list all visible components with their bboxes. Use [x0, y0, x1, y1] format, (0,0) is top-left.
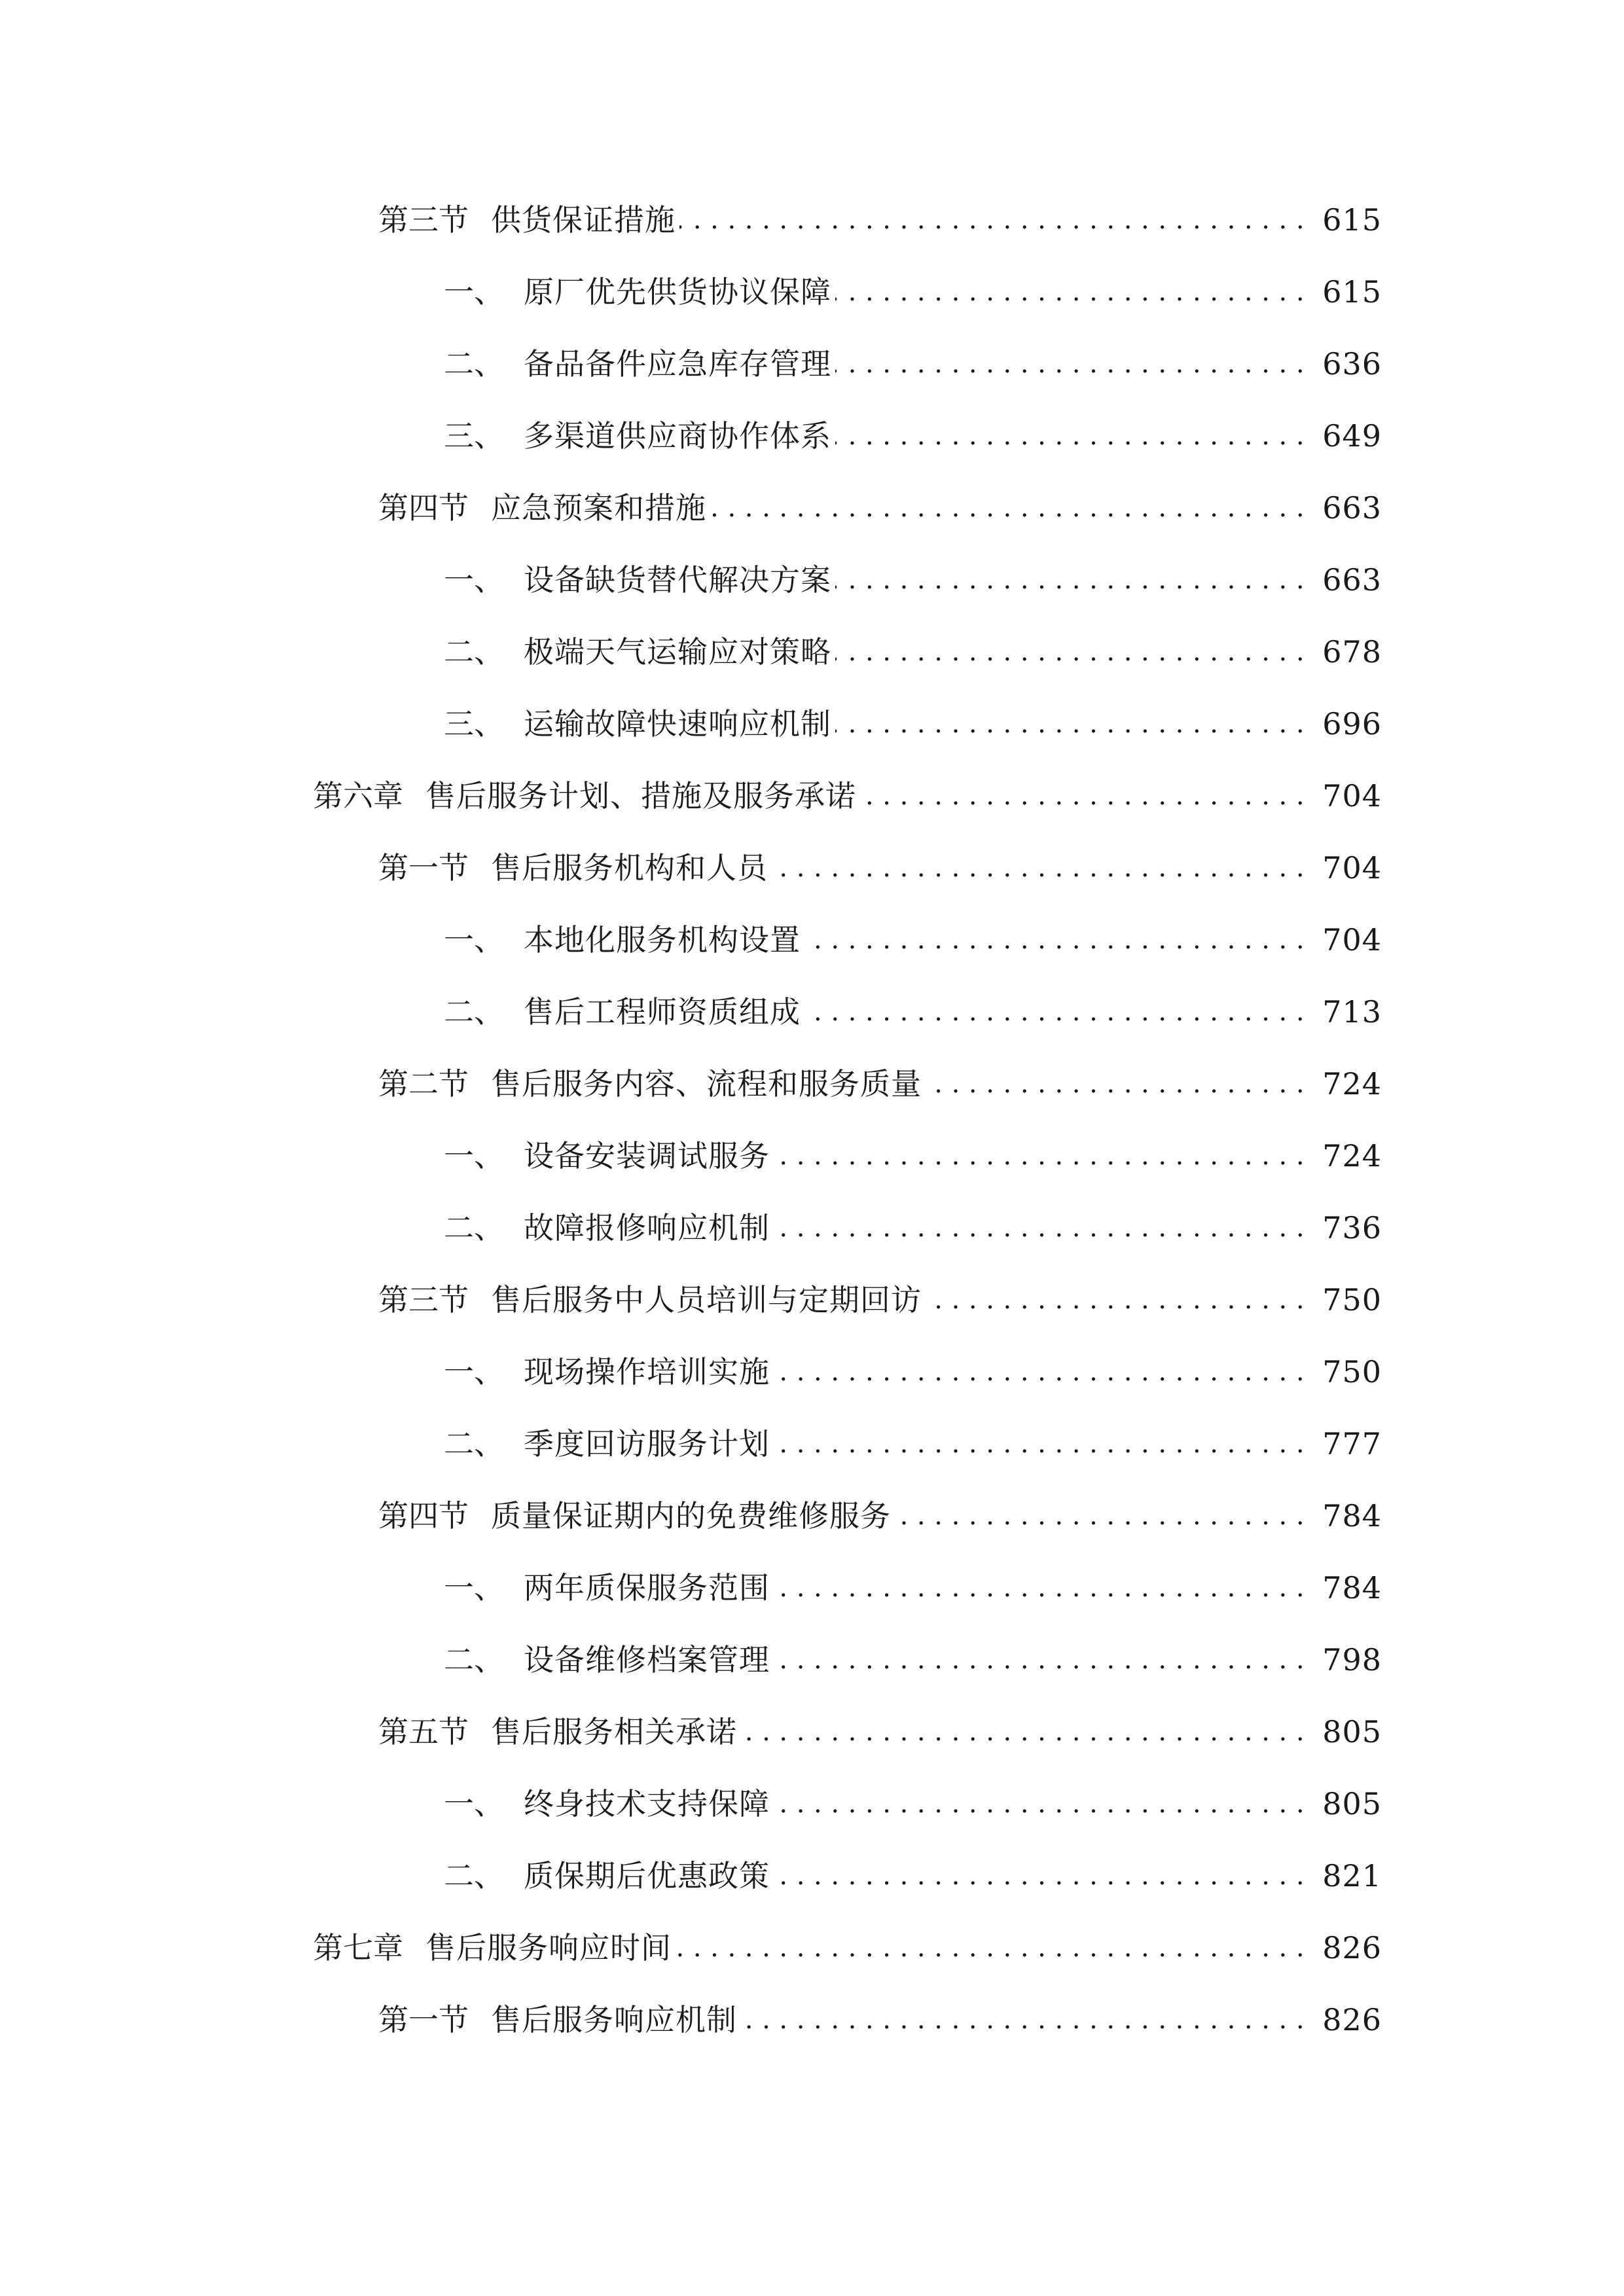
- toc-entry[interactable]: [444, 1778, 1382, 1830]
- toc-entry[interactable]: [444, 1202, 1382, 1254]
- toc-entry-number: 一、: [444, 562, 504, 598]
- toc-entry-title: 质保期后优惠政策: [524, 1858, 770, 1893]
- toc-entry[interactable]: [444, 914, 1382, 966]
- toc-entry-number: 第六章: [313, 778, 403, 814]
- toc-entry-number: 二、: [444, 1426, 504, 1462]
- toc-entry-number: 第四节: [378, 1498, 469, 1534]
- toc-entry-page: 615: [1322, 202, 1382, 238]
- dot-leader: [774, 1575, 1313, 1601]
- toc-entry-title: 极端天气运输应对策略: [524, 634, 831, 670]
- toc-entry-page: 704: [1322, 922, 1382, 958]
- toc-entry[interactable]: [378, 1058, 1382, 1110]
- toc-entry-title: 售后服务响应时间: [425, 1930, 672, 1965]
- dot-leader: [860, 783, 1313, 809]
- toc-entry-page: 713: [1322, 994, 1382, 1030]
- dot-leader: [774, 1359, 1313, 1385]
- dot-leader: [835, 423, 1313, 449]
- toc-entry-page: 777: [1322, 1426, 1382, 1462]
- toc-entry[interactable]: [444, 338, 1382, 390]
- toc-entry-title: 售后工程师资质组成: [524, 994, 801, 1030]
- toc-entry-number: 三、: [444, 418, 504, 454]
- toc-entry[interactable]: [378, 842, 1382, 894]
- toc-entry-title: 备品备件应急库存管理: [524, 346, 831, 382]
- toc-entry[interactable]: [444, 266, 1382, 318]
- toc-entry-number: 一、: [444, 1570, 504, 1605]
- dot-leader: [835, 279, 1313, 305]
- toc-entry-title: 售后服务计划、措施及服务承诺: [425, 778, 856, 814]
- toc-entry[interactable]: [444, 1562, 1382, 1614]
- toc-entry-number: 第二节: [378, 1066, 469, 1102]
- toc-entry-number: 第三节: [378, 202, 469, 238]
- toc-entry-page: 649: [1322, 418, 1382, 454]
- toc-entry[interactable]: [444, 698, 1382, 750]
- dot-leader: [741, 2007, 1313, 2033]
- toc-entry[interactable]: [378, 1706, 1382, 1758]
- toc-entry-title: 故障报修响应机制: [524, 1210, 770, 1246]
- toc-entry-page: 798: [1322, 1642, 1382, 1677]
- toc-entry-page: 821: [1322, 1858, 1382, 1893]
- toc-entry-number: 一、: [444, 1138, 504, 1174]
- toc-entry-number: 第三节: [378, 1282, 469, 1318]
- toc-entry[interactable]: [444, 1130, 1382, 1182]
- toc-entry-number: 二、: [444, 634, 504, 670]
- toc-entry-number: 二、: [444, 1642, 504, 1677]
- toc-entry-number: 二、: [444, 346, 504, 382]
- toc-entry[interactable]: [444, 986, 1382, 1038]
- toc-entry-title: 质量保证期内的免费维修服务: [491, 1498, 891, 1534]
- toc-entry-title: 运输故障快速响应机制: [524, 706, 831, 742]
- toc-entry-number: 一、: [444, 1354, 504, 1390]
- toc-entry-page: 784: [1322, 1570, 1382, 1605]
- toc-entry-page: 704: [1322, 850, 1382, 886]
- dot-leader: [926, 1287, 1313, 1313]
- toc-entry[interactable]: [444, 1346, 1382, 1398]
- toc-entry[interactable]: [378, 1490, 1382, 1542]
- toc-entry-title: 售后服务内容、流程和服务质量: [491, 1066, 922, 1102]
- toc-entry-title: 设备维修档案管理: [524, 1642, 770, 1677]
- toc-entry[interactable]: [313, 1922, 1382, 1974]
- toc-entry-page: 704: [1322, 778, 1382, 814]
- toc-entry-page: 615: [1322, 274, 1382, 310]
- toc-entry[interactable]: [378, 482, 1382, 534]
- toc-entry[interactable]: [378, 194, 1382, 246]
- dot-leader: [774, 1647, 1313, 1673]
- toc-entry[interactable]: [444, 626, 1382, 678]
- dot-leader: [774, 1863, 1313, 1889]
- toc-entry-page: 636: [1322, 346, 1382, 382]
- dot-leader: [774, 1143, 1313, 1169]
- toc-entry-page: 663: [1322, 562, 1382, 598]
- toc-entry[interactable]: [378, 1274, 1382, 1326]
- dot-leader: [895, 1503, 1313, 1529]
- toc-entry-page: 805: [1322, 1786, 1382, 1821]
- toc-entry-page: 724: [1322, 1066, 1382, 1102]
- toc-entry-page: 724: [1322, 1138, 1382, 1174]
- toc-entry-title: 售后服务中人员培训与定期回访: [491, 1282, 922, 1318]
- dot-leader: [835, 567, 1313, 593]
- toc-entry-title: 两年质保服务范围: [524, 1570, 770, 1605]
- toc-entry-number: 第四节: [378, 490, 469, 526]
- toc-entry[interactable]: [444, 410, 1382, 462]
- toc-entry-page: 663: [1322, 490, 1382, 526]
- toc-entry-title: 设备缺货替代解决方案: [524, 562, 831, 598]
- dot-leader: [835, 639, 1313, 665]
- toc-entry-number: 三、: [444, 706, 504, 742]
- dot-leader: [774, 1215, 1313, 1241]
- toc-entry[interactable]: [444, 1418, 1382, 1470]
- toc-entry-number: 一、: [444, 922, 504, 958]
- dot-leader: [835, 351, 1313, 377]
- dot-leader: [679, 207, 1313, 233]
- dot-leader: [804, 927, 1313, 953]
- toc-entry-title: 应急预案和措施: [491, 490, 706, 526]
- toc-entry-page: 750: [1322, 1282, 1382, 1318]
- dot-leader: [676, 1935, 1313, 1961]
- dot-leader: [774, 1791, 1313, 1817]
- toc-entry-number: 第一节: [378, 2002, 469, 2037]
- toc-entry-number: 二、: [444, 1858, 504, 1893]
- dot-leader: [710, 495, 1313, 521]
- toc-entry-title: 原厂优先供货协议保障: [524, 274, 831, 310]
- toc-entry-title: 终身技术支持保障: [524, 1786, 770, 1821]
- toc-entry-number: 第一节: [378, 850, 469, 886]
- toc-entry-title: 季度回访服务计划: [524, 1426, 770, 1462]
- toc-entry-page: 696: [1322, 706, 1382, 742]
- toc-entry-title: 现场操作培训实施: [524, 1354, 770, 1390]
- toc-entry-page: 750: [1322, 1354, 1382, 1390]
- toc-entry-title: 设备安装调试服务: [524, 1138, 770, 1174]
- dot-leader: [835, 711, 1313, 737]
- dot-leader: [804, 999, 1313, 1025]
- toc-entry[interactable]: [444, 1634, 1382, 1686]
- toc-entry-number: 第五节: [378, 1714, 469, 1749]
- toc-entry-page: 805: [1322, 1714, 1382, 1749]
- dot-leader: [741, 1719, 1313, 1745]
- toc-entry-title: 售后服务机构和人员: [491, 850, 768, 886]
- toc-entry-title: 供货保证措施: [491, 202, 676, 238]
- toc-entry-page: 678: [1322, 634, 1382, 670]
- toc-entry-page: 784: [1322, 1498, 1382, 1534]
- toc-entry-title: 多渠道供应商协作体系: [524, 418, 831, 454]
- toc-entry[interactable]: [313, 770, 1382, 822]
- toc-entry-page: 826: [1322, 1930, 1382, 1965]
- toc-entry[interactable]: [444, 554, 1382, 606]
- toc-entry[interactable]: [444, 1850, 1382, 1902]
- toc-entry-number: 一、: [444, 274, 504, 310]
- toc-entry-title: 售后服务相关承诺: [491, 1714, 737, 1749]
- toc-entry-title: 售后服务响应机制: [491, 2002, 737, 2037]
- toc-entry-page: 736: [1322, 1210, 1382, 1246]
- toc-entry-number: 二、: [444, 994, 504, 1030]
- dot-leader: [774, 1431, 1313, 1457]
- toc-entry[interactable]: [378, 1994, 1382, 2046]
- toc-entry-title: 本地化服务机构设置: [524, 922, 801, 958]
- toc-entry-number: 一、: [444, 1786, 504, 1821]
- toc-entry-number: 二、: [444, 1210, 504, 1246]
- dot-leader: [772, 855, 1313, 881]
- dot-leader: [926, 1071, 1313, 1097]
- toc-entry-number: 第七章: [313, 1930, 403, 1965]
- toc-entry-page: 826: [1322, 2002, 1382, 2037]
